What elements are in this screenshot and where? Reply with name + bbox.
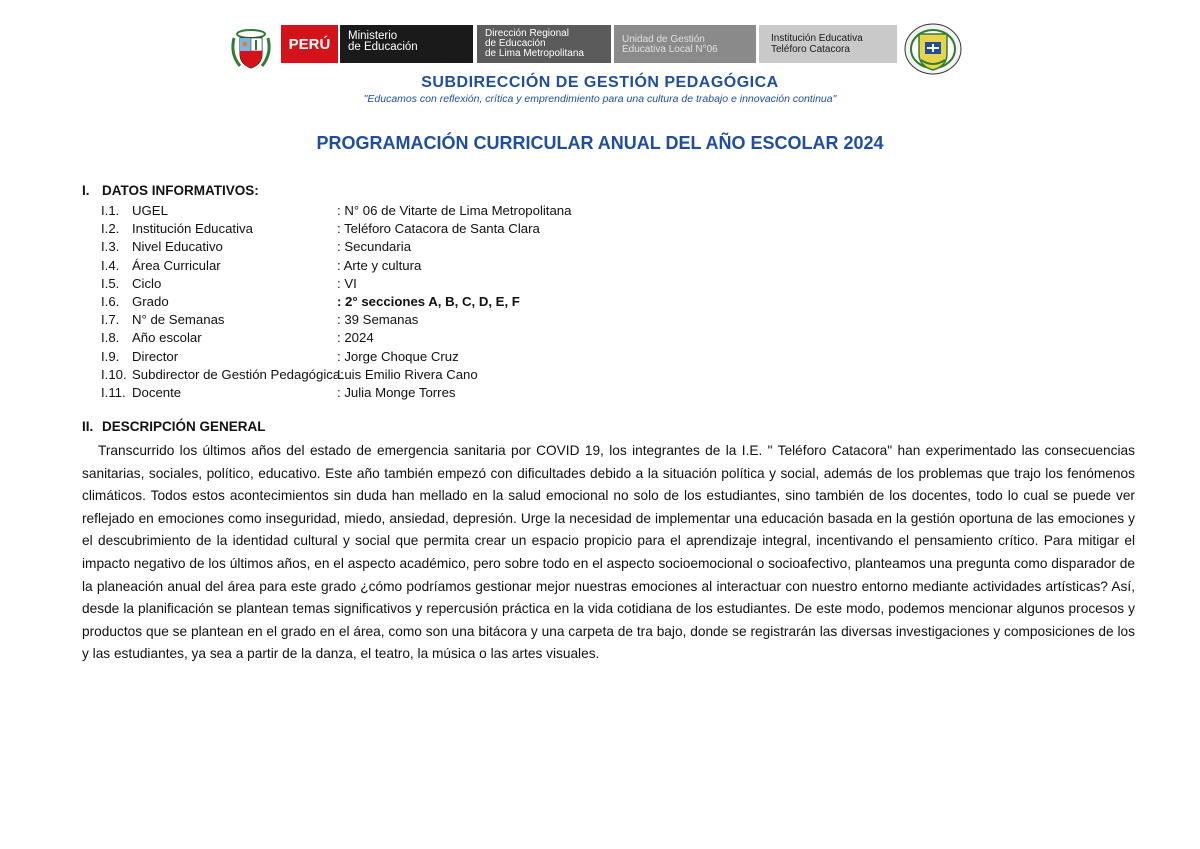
info-label: Subdirector de Gestión Pedagógica: — [132, 366, 344, 382]
dre-line-1: Dirección Regional — [485, 28, 569, 39]
ugel-line-1: Unidad de Gestión — [622, 34, 705, 45]
info-label: Docente — [132, 384, 182, 400]
subdireccion-heading: SUBDIRECCIÓN DE GESTIÓN PEDAGÓGICA — [421, 74, 779, 91]
info-label: Nivel Educativo — [132, 239, 223, 255]
peru-label: PERÚ — [281, 25, 338, 63]
school-seal-icon — [903, 22, 963, 76]
info-label: Grado — [132, 293, 169, 309]
institution-line-2: Teléforo Catacora — [771, 44, 850, 55]
ministerio-line-1: Ministerio — [348, 30, 398, 42]
info-number: I.6. — [101, 293, 120, 309]
info-value: : Secundaria — [337, 239, 412, 255]
info-number: I.5. — [101, 275, 120, 291]
info-label: N° de Semanas — [132, 312, 225, 328]
info-number: I.3. — [101, 239, 120, 255]
dre-line-3: de Lima Metropolitana — [485, 48, 584, 59]
info-value: : Arte y cultura — [337, 257, 422, 273]
info-value: : Teléforo Catacora de Santa Clara — [337, 221, 540, 237]
info-value: : 2° secciones A, B, C, D, E, F — [337, 293, 520, 309]
section-2-title: DESCRIPCIÓN GENERAL — [102, 419, 266, 434]
description-paragraph: Transcurrido los últimos años del estado de emergencia sanitaria por COVID 19, los integrantes de la I.E. " Teléforo Catacora" han experimentado las consecuencias sanitarias, sociales, político, educativo. Este año también empezó con dificultades debido a la situación política y social, además de los problemas que trajo los fenómenos climáticos. Todos estos acontecimientos sin duda han mellado en la salud emocional no solo de los estudiantes, sino también de los docentes, todo lo cual se puede ver reflejado en emociones como inseguridad, miedo, ansiedad, depresión. Urge la necesidad de implementar una educación basada en la gestión oportuna de las emociones y el descubrimiento de la identidad cultural y social que permita crear un espacio propicio para el aprendizaje integral, incentivando el pensamiento crítico. Para mitigar el impacto negativo de los últimos años, en el aspecto académico, pero sobre todo en el aspecto socioemocional o socioafectivo, planteamos una pregunta como disparador de la planeación anual del área para este grado ¿cómo podríamos gestionar mejor nuestras emociones al interactuar con nuestro entorno mediante actividades artísticas? Así, desde la planificación se plantean temas significativos y repercusión práctica en la vida cotidiana de los estudiantes. De este modo, podemos mencionar algunos procesos y productos que se plantean en el grado en el área, como son una bitácora y una carpeta de tra bajo, donde se registrarán las diversas investigaciones y composiciones de los y las estudiantes, ya sea a partir de la danza, el teatro, la música o las artes visuales. — [82, 443, 1135, 662]
info-label: Ciclo — [132, 275, 162, 291]
dre-line-2: de Educación — [485, 38, 546, 49]
info-number: I.7. — [101, 312, 120, 328]
peru-coat-of-arms-icon — [228, 24, 274, 70]
info-number: I.9. — [101, 348, 120, 364]
section-1-number: I. — [82, 183, 90, 198]
info-label: Año escolar — [132, 330, 202, 346]
dre-block — [477, 25, 611, 63]
ugel-block — [614, 25, 756, 63]
info-label: UGEL — [132, 203, 168, 218]
info-number: I.10. — [101, 366, 127, 382]
ministerio-block — [340, 25, 473, 63]
info-number: I.8. — [101, 330, 120, 346]
info-label: Institución Educativa — [132, 221, 253, 237]
info-number: I.11. — [101, 384, 126, 400]
institution-block — [759, 25, 897, 63]
section-2-number: II. — [82, 419, 94, 434]
header-banner — [228, 22, 968, 76]
info-label: Director — [132, 348, 179, 364]
info-label: Área Curricular — [132, 257, 221, 273]
ugel-line-2: Educativa Local N°06 — [622, 44, 718, 55]
institution-motto: "Educamos con reflexión, crítica y emprendimiento para una cultura de trabajo e innovación continua" — [363, 93, 837, 105]
info-value: : Julia Monge Torres — [337, 384, 456, 400]
info-number: I.4. — [101, 257, 120, 273]
info-value: : 2024 — [337, 330, 374, 346]
info-value: Luis Emilio Rivera Cano — [337, 366, 478, 382]
info-value: : VI — [337, 275, 357, 291]
info-number: I.1. — [101, 203, 120, 218]
section-2-heading — [82, 419, 266, 434]
ministerio-line-2: de Educación — [348, 41, 418, 53]
document-title: PROGRAMACIÓN CURRICULAR ANUAL DEL AÑO ESCOLAR 2024 — [316, 133, 884, 153]
section-1-heading — [82, 183, 259, 198]
info-number: I.2. — [101, 221, 120, 237]
institution-line-1: Institución Educativa — [771, 33, 863, 44]
info-value: : 39 Semanas — [337, 312, 419, 328]
section-1-title: DATOS INFORMATIVOS: — [102, 183, 259, 198]
info-value: : N° 06 de Vitarte de Lima Metropolitana — [337, 203, 572, 218]
info-value: : Jorge Choque Cruz — [337, 348, 459, 364]
